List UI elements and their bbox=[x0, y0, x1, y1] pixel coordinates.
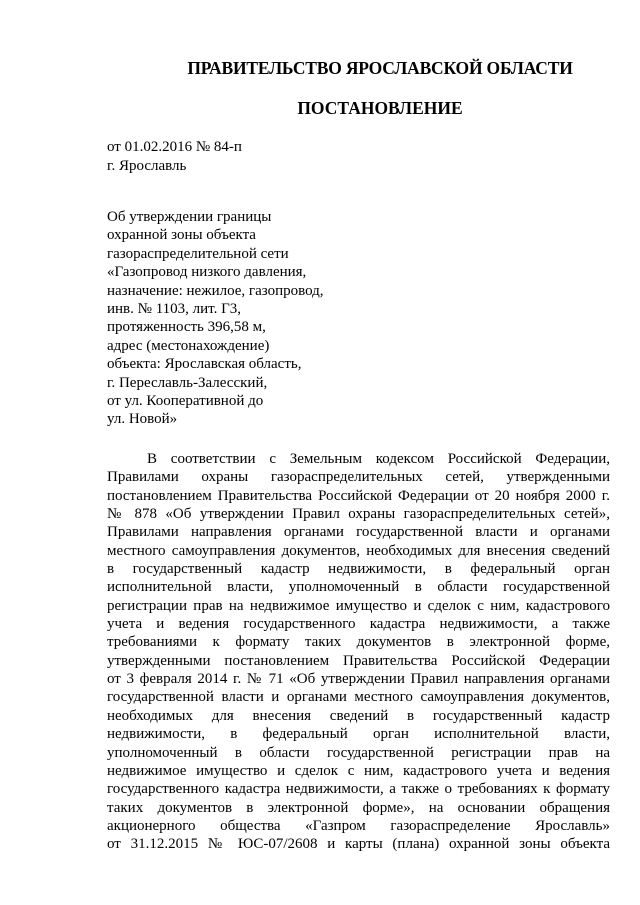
body-line: акционерного общества «Газпром газораспределение Ярославль» bbox=[107, 817, 610, 834]
body-line: Правилами направления органами государственной власти и органами bbox=[107, 524, 610, 541]
body-line: от 31.12.2015 № ЮС-07/2608 и карты (плана) охранной зоны объекта bbox=[107, 836, 610, 853]
document-meta bbox=[107, 138, 242, 175]
city: г. Ярославль bbox=[107, 157, 187, 174]
subject-line: инв. № 1103, лит. Г3, bbox=[107, 301, 242, 318]
body-line: требованиями к формату таких документов в электронной форме, bbox=[107, 634, 610, 651]
body-line: недвижимое имущество и сделок с ним, кадастрового учета и ведения bbox=[107, 762, 610, 779]
subject-line: охранной зоны объекта bbox=[107, 227, 256, 244]
body-paragraph bbox=[107, 450, 610, 854]
subject-line: адрес (местонахождение) bbox=[107, 337, 270, 354]
subject-line: объекта: Ярославская область, bbox=[107, 356, 302, 373]
body-line: утвержденными постановлением Правительства Российской Федерации bbox=[107, 652, 610, 669]
body-line: постановлением Правительства Российской Федерации от 20 ноября 2000 г. bbox=[107, 487, 610, 504]
body-line: государственной власти и органами местного самоуправления документов, bbox=[107, 689, 610, 706]
body-line: уполномоченный в области государственной регистрации прав на bbox=[107, 744, 610, 761]
subject-line: газораспределительной сети bbox=[107, 245, 289, 262]
date-number: от 01.02.2016 № 84-п bbox=[107, 139, 242, 155]
body-line: Правилами охраны газораспределительных сетей, утвержденными bbox=[107, 469, 610, 486]
body-line: местного самоуправления документов, необходимых для внесения сведений bbox=[107, 542, 610, 559]
body-line: таких документов в электронной форме», на основании обращения bbox=[107, 799, 610, 816]
body-line: от 3 февраля 2014 г. № 71 «Об утверждении Правил направления органами bbox=[107, 671, 610, 688]
body-line: В соответствии с Земельным кодексом Российской Федерации, bbox=[147, 451, 610, 467]
body-line: исполнительной власти, уполномоченный в области государственной bbox=[107, 579, 610, 596]
body-line: необходимых для внесения сведений в государственный кадастр bbox=[107, 707, 610, 724]
government-title: ПРАВИТЕЛЬСТВО ЯРОСЛАВСКОЙ ОБЛАСТИ bbox=[187, 58, 573, 78]
subject-line: ул. Новой» bbox=[107, 411, 178, 428]
body-line: недвижимости, в федеральный орган исполнительной власти, bbox=[107, 726, 610, 743]
document-subject bbox=[107, 208, 324, 429]
document-type-title: ПОСТАНОВЛЕНИЕ bbox=[297, 98, 463, 118]
body-line: государственного кадастра недвижимости, а также о требованиях к формату bbox=[107, 781, 610, 798]
subject-line: Об утверждении границы bbox=[107, 209, 272, 225]
subject-line: г. Переславль-Залесский, bbox=[107, 374, 268, 391]
subject-line: протяженность 396,58 м, bbox=[107, 319, 266, 336]
subject-line: назначение: нежилое, газопровод, bbox=[107, 282, 324, 299]
body-line: регистрации прав на недвижимое имущество и сделок с ним, кадастрового bbox=[107, 597, 610, 614]
body-line: № 878 «Об утверждении Правил охраны газораспределительных сетей», bbox=[107, 506, 610, 523]
body-line: в государственный кадастр недвижимости, в федеральный орган bbox=[107, 561, 610, 578]
body-line: учета и ведения государственного кадастра недвижимости, а также bbox=[107, 616, 610, 633]
subject-line: «Газопровод низкого давления, bbox=[107, 264, 307, 281]
subject-line: от ул. Кооперативной до bbox=[107, 393, 264, 410]
